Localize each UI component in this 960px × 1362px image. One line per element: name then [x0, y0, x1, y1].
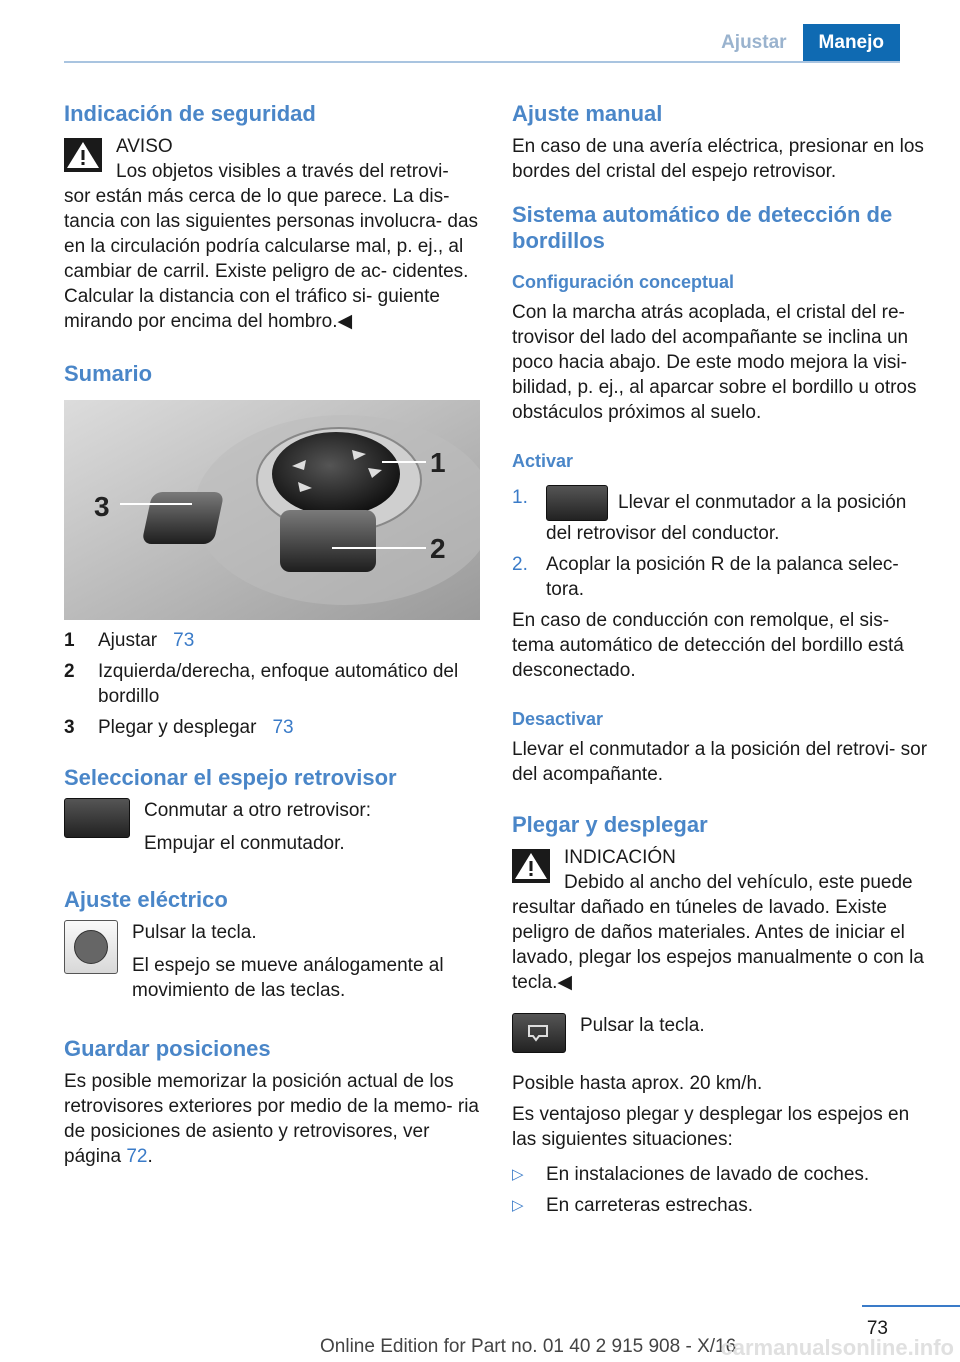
warning-text: Los objetos visibles a través del retrovi- [116, 161, 449, 182]
footer-rule [862, 1305, 960, 1307]
tab-ajustar[interactable]: Ajustar [705, 24, 802, 62]
concept-text: Con la marcha atrás acoplada, el cristal del re- trovisor del lado del acompañante se inclina un poco hacia abajo. De este modo mejora la visi- bilidad, p. ej., al aparcar sobre el bordillo u otros obstáculos próximos al suelo. [512, 302, 917, 423]
fold-bullets [512, 1162, 930, 1218]
warning-triangle-icon [64, 138, 102, 172]
legend-item [64, 715, 480, 740]
step-text: Llevar el conmutador a la posición del retrovisor del conductor. [546, 492, 907, 544]
safety-warning [64, 134, 480, 184]
step-number: 2. [512, 554, 528, 575]
summary-legend [64, 628, 480, 740]
page-link[interactable]: 73 [173, 630, 195, 651]
fold-press-row [512, 1013, 930, 1053]
electric-title: Ajuste eléctrico [64, 887, 228, 912]
list-item [512, 552, 930, 602]
page-link[interactable]: 72 [126, 1146, 148, 1167]
advantage-text: Es ventajoso plegar y desplegar los espejos en las siguientes situaciones: [512, 1104, 910, 1150]
summary-title: Sumario [64, 361, 153, 386]
list-item [512, 1193, 930, 1218]
legend-number: 2 [64, 661, 75, 682]
warning-triangle-icon [512, 849, 550, 883]
list-item [512, 1162, 930, 1187]
manual-text: En caso de una avería eléctrica, presionar en los bordes del cristal del espejo retrovisor. [512, 136, 924, 182]
activate-title: Activar [512, 451, 574, 471]
select-mirror-line1: Conmutar a otro retrovisor: [144, 800, 372, 821]
fold-notice [512, 845, 930, 895]
legend-number: 3 [64, 717, 75, 738]
bullet-icon: ▷ [512, 1166, 524, 1183]
watermark: carmanualsonline.info [720, 1335, 954, 1360]
mirror-joystick-icon [64, 920, 118, 974]
legend-text: Izquierda/derecha, enfoque automático del bordillo [98, 661, 459, 707]
warning-text-cont: sor están más cerca de lo que parece. La dis- tancia con las siguientes personas involucra- das en la circulación podría calcularse mal, p. ej., al cambiar de carril. Existe peligro de ac- cidentes. Calcular la distancia con el tráfico si- guiente mirando por encima del hombro.◀ [64, 186, 479, 332]
save-title: Guardar posiciones [64, 1036, 271, 1061]
bullet-text: En instalaciones de lavado de coches. [546, 1164, 870, 1185]
activate-note: En caso de conducción con remolque, el sis- tema automático de detección del bordillo está desconectado. [512, 610, 904, 681]
legend-text: Ajustar [98, 630, 158, 651]
mirror-switch-icon [64, 798, 130, 838]
electric-row [64, 920, 480, 1003]
bullet-text: En carreteras estrechas. [546, 1195, 753, 1216]
tab-manejo[interactable]: Manejo [803, 24, 900, 62]
step-text: Acoplar la posición R de la palanca selec- tora. [546, 554, 899, 600]
legend-text: Plegar y desplegar [98, 717, 257, 738]
header-rule [64, 61, 900, 63]
header-tabs [705, 24, 900, 62]
select-mirror-title: Seleccionar el espejo retrovisor [64, 765, 397, 790]
deactivate-title: Desactivar [512, 709, 604, 729]
deactivate-text: Llevar el conmutador a la posición del retrovi- sor del acompañante. [512, 739, 928, 785]
page-number: 73 [866, 1318, 888, 1339]
notice-text-cont: resultar dañado en túneles de lavado. Existe peligro de daños materiales. Antes de iniciar el lavado, plegar los espejos manualmente o con la tecla.◀ [512, 897, 924, 993]
photo-label-3: 3 [94, 491, 110, 522]
page-link[interactable]: 73 [272, 717, 294, 738]
save-text: Es posible memorizar la posición actual de los retrovisores exteriores por medio de la memo- ria de posiciones de asiento y retrovisores, ver página 72. [64, 1071, 479, 1167]
left-column [64, 100, 480, 1169]
list-item [512, 485, 930, 546]
fold-press-text: Pulsar la tecla. [580, 1015, 705, 1036]
safety-title: Indicación de seguridad [64, 101, 316, 126]
photo-label-2: 2 [430, 533, 446, 564]
warning-label: AVISO [116, 136, 173, 157]
photo-label-1: 1 [430, 447, 446, 478]
edition-footer: Online Edition for Part no. 01 40 2 915 908 - X/16 [320, 1336, 737, 1357]
speed-text: Posible hasta aprox. 20 km/h. [512, 1073, 763, 1094]
concept-title: Configuración conceptual [512, 272, 735, 292]
fold-mirror-button-icon [512, 1013, 566, 1053]
legend-item [64, 628, 480, 653]
fold-title: Plegar y desplegar [512, 812, 708, 837]
legend-number: 1 [64, 630, 75, 651]
mirror-controls-illustration [64, 400, 480, 620]
manual-title: Ajuste manual [512, 101, 663, 126]
bullet-icon: ▷ [512, 1197, 524, 1214]
right-column [512, 100, 930, 1224]
legend-item [64, 659, 480, 709]
select-mirror-row [64, 798, 480, 856]
notice-text: Debido al ancho del vehículo, este puede [564, 872, 913, 893]
activate-steps [512, 485, 930, 602]
select-mirror-line2: Empujar el conmutador. [144, 833, 345, 854]
electric-line1: Pulsar la tecla. [132, 922, 257, 943]
mirror-switch-icon [546, 485, 608, 521]
step-number: 1. [512, 487, 528, 508]
notice-label: INDICACIÓN [564, 847, 676, 868]
electric-line2: El espejo se mueve análogamente al movimiento de las teclas. [132, 955, 444, 1001]
curb-title: Sistema automático de detección de bordillos [512, 202, 893, 253]
mirror-controls-photo [64, 400, 480, 620]
